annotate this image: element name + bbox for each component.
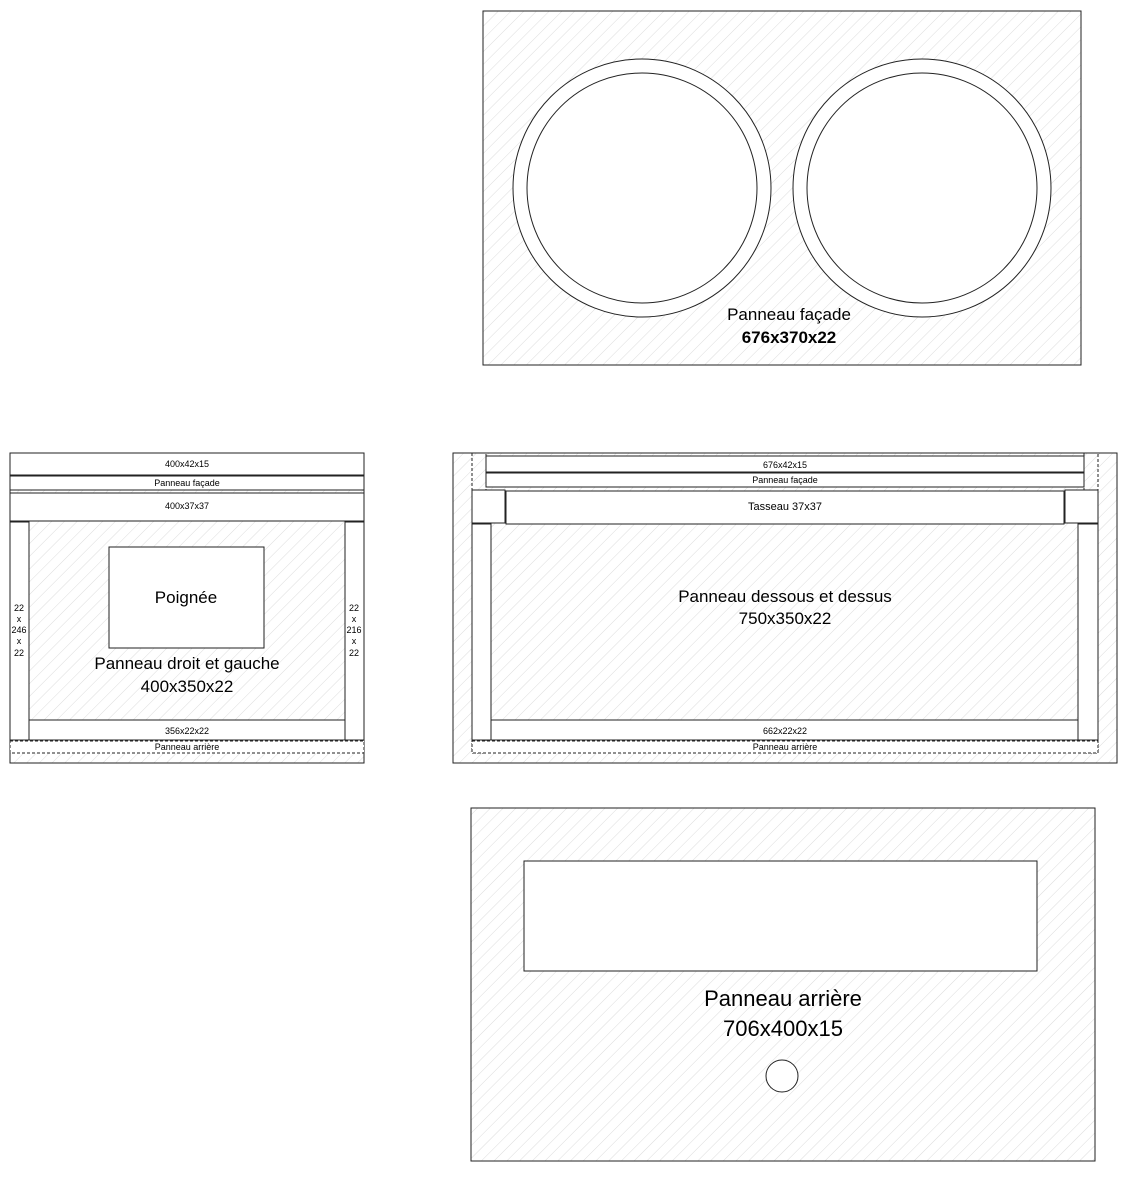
side-panel: [10, 453, 364, 763]
facade-panel: [483, 11, 1081, 365]
side-right-cleat-1: 22: [348, 603, 360, 613]
right-speaker-hole: [807, 73, 1037, 303]
side-left-cleat-3: 246: [11, 625, 27, 635]
side-back-label: Panneau arrière: [154, 742, 220, 752]
side-cleat-dims: 400x37x37: [164, 501, 210, 511]
facade-dims: 676x370x22: [741, 328, 837, 347]
bottom-bottom-cleat-dims: 662x22x22: [762, 726, 808, 736]
back-port-hole: [766, 1060, 798, 1092]
side-facade-strip-label: Panneau façade: [154, 478, 220, 488]
back-name: Panneau arrière: [704, 986, 862, 1011]
bottom-left-corner-cleat: [472, 490, 505, 523]
side-handle-label: Poignée: [154, 588, 218, 607]
side-left-cleat-1: 22: [13, 603, 25, 613]
facade-name: Panneau façade: [727, 305, 851, 324]
side-left-cleat-5: 22: [13, 648, 25, 658]
back-panel: [471, 808, 1095, 1161]
bottom-top-strip-dims: 676x42x15: [762, 460, 808, 470]
bottom-left-cleat: [472, 524, 491, 740]
side-right-cleat-5: 22: [348, 648, 360, 658]
bottom-dims: 750x350x22: [738, 609, 832, 628]
bottom-right-corner-cleat: [1065, 490, 1098, 523]
side-right-cleat-2: x: [351, 614, 357, 624]
bottom-panel: [453, 453, 1117, 763]
side-left-cleat-4: x: [16, 636, 22, 646]
back-cutout: [524, 861, 1037, 971]
bottom-right-cleat: [1078, 524, 1098, 740]
side-right-cleat-4: x: [351, 636, 357, 646]
side-right-cleat-3: 216: [346, 625, 362, 635]
side-left-cleat-2: x: [16, 614, 22, 624]
bottom-back-label: Panneau arrière: [752, 742, 818, 752]
side-dims: 400x350x22: [140, 677, 234, 696]
side-name: Panneau droit et gauche: [94, 654, 280, 673]
bottom-name: Panneau dessous et dessus: [678, 587, 892, 606]
bottom-cleat-label: Tasseau 37x37: [748, 501, 822, 513]
back-dims: 706x400x15: [723, 1016, 843, 1041]
side-bottom-cleat-dims: 356x22x22: [164, 726, 210, 736]
bottom-facade-strip-label: Panneau façade: [752, 475, 818, 485]
left-speaker-hole: [527, 73, 757, 303]
side-top-strip-dims: 400x42x15: [164, 459, 210, 469]
